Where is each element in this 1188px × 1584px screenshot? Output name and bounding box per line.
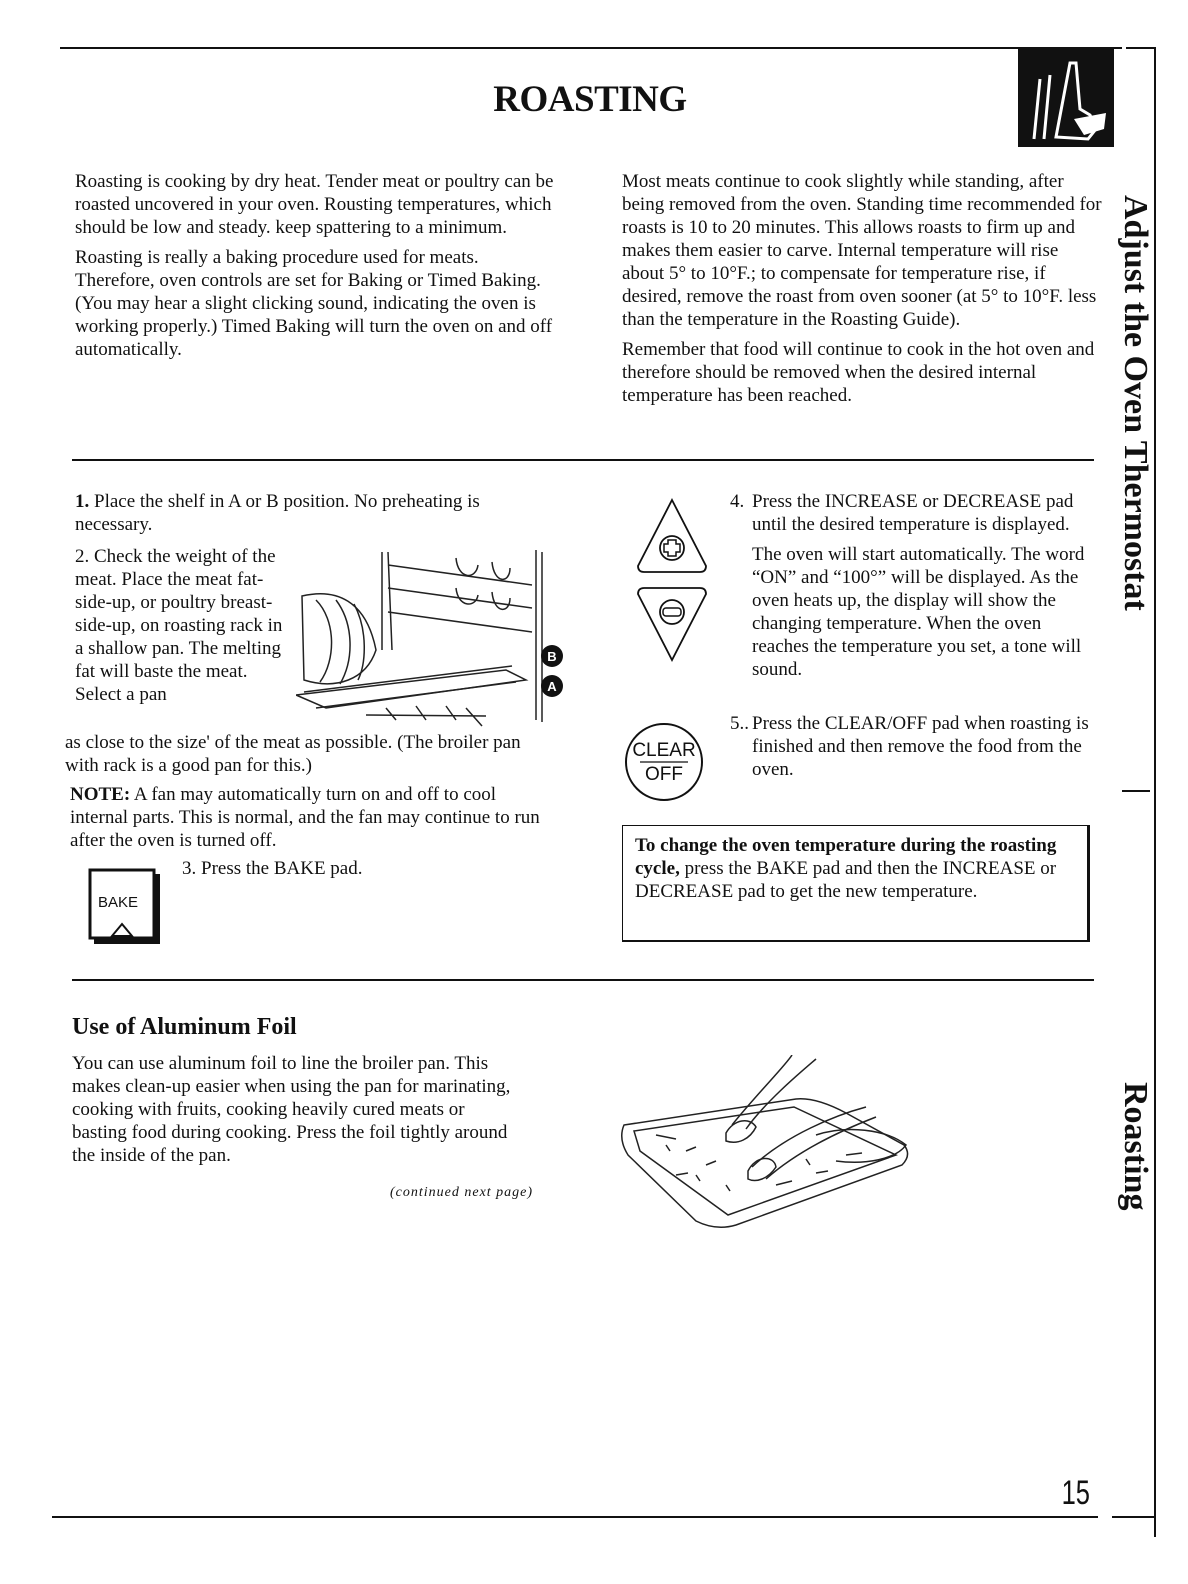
step-1-text: Place the shelf in A or B position. No preheating is necessary. <box>75 491 480 535</box>
shelf-b-label: B <box>547 649 557 664</box>
tip-text: press the BAKE pad and then the INCREASE or DECREASE pad to get the new temperature. <box>635 858 1057 902</box>
step-4-detail: The oven will start automatically. The word “ON” and “100°” will be displayed. As the oven heats up, the display will show the changing temperature. When the oven reaches the temperature you set, a tone will sound. <box>752 544 1085 680</box>
clear-label: CLEAR <box>632 740 696 761</box>
intro-left-column <box>75 170 555 368</box>
step-3-number: 3. <box>182 858 197 879</box>
step-4-number: 4. <box>730 491 745 512</box>
temperature-tip-box <box>622 825 1090 942</box>
side-tab-adjust-thermostat: Adjust the Oven Thermostat <box>1117 195 1154 611</box>
bottom-rule <box>52 1516 1098 1518</box>
oven-roasting-illustration <box>296 540 566 732</box>
step-1 <box>75 490 545 536</box>
intro-right-column <box>622 170 1102 414</box>
bottom-right-rule <box>1112 1516 1156 1518</box>
right-border-rule <box>1154 47 1156 1537</box>
hand-pointer-icon <box>1018 49 1114 147</box>
step-4 <box>730 490 1090 681</box>
intro-paragraph-2: Roasting is really a baking procedure used for meats. Therefore, oven controls are set for Baking or Timed Baking. (You may hear a slight clicking sound, indicating the oven is working properly.) Timed Baking will turn the oven on and off automatically. <box>75 247 553 360</box>
note-block <box>70 783 545 852</box>
top-rule <box>60 47 1122 49</box>
step-5 <box>730 712 1090 781</box>
decrease-pad-icon <box>634 584 710 664</box>
shelf-a-label: A <box>547 679 557 694</box>
tab-divider-top <box>1126 47 1154 49</box>
tip-bold-text: To change the oven temperature during the roasting cycle, <box>635 835 1057 879</box>
clear-off-pad-icon <box>622 720 706 804</box>
step-3 <box>182 857 482 880</box>
note-text: A fan may automatically turn on and off to cool internal parts. This is normal, and the fan may continue to run after the oven is turned off. <box>70 784 540 851</box>
continued-note: (continued next page) <box>390 1185 534 1200</box>
page-title: ROASTING <box>493 79 687 120</box>
page-number: 15 <box>1061 1474 1090 1512</box>
step-2-text-top <box>75 545 290 706</box>
step-3-text: Press the BAKE pad. <box>201 858 363 879</box>
bake-pad-label: BAKE <box>98 894 139 911</box>
intro-paragraph-1: Roasting is cooking by dry heat. Tender meat or poultry can be roasted uncovered in your oven. Rousting temperatures, which should be low and steady. keep spattering to a minimum. <box>75 171 554 238</box>
foil-heading: Use of Aluminum Foil <box>72 1014 297 1040</box>
section-rule-1 <box>72 459 1094 461</box>
reminder-paragraph: Remember that food will continue to cook in the hot oven and therefore should be removed when the desired internal temperature has been reached. <box>622 339 1095 406</box>
off-label: OFF <box>645 764 683 785</box>
step-2-number: 2. <box>75 546 90 567</box>
step-1-number: 1. <box>75 491 90 512</box>
step-2-text-b: as close to the size' of the meat as possible. (The broiler pan with rack is a good pan for this.) <box>65 732 521 776</box>
section-rule-2 <box>72 979 1094 981</box>
note-label: NOTE: <box>70 784 131 805</box>
step-2-text-bottom <box>65 731 545 777</box>
increase-pad-icon <box>634 496 710 576</box>
step-5-number: 5.. <box>730 713 749 734</box>
step-2-text-a: Check the weight of the meat. Place the meat fat-side-up, or poultry breast-side-up, on roasting rack in a shallow pan. The melting fat will baste the meat. Select a pan <box>75 546 283 705</box>
side-tab-roasting: Roasting <box>1117 1082 1154 1211</box>
foil-text: You can use aluminum foil to line the broiler pan. This makes clean-up easier when using the pan for marinating, cooking with fruits, cooking heavily cured meats or basting food during cooking. Press the foil tightly around the inside of the pan. <box>72 1053 511 1166</box>
bake-pad-icon <box>88 868 162 944</box>
step-5-text: Press the CLEAR/OFF pad when roasting is finished and then remove the food from the oven. <box>752 713 1089 780</box>
step-4-text: Press the INCREASE or DECREASE pad until the desired temperature is displayed. <box>752 491 1074 535</box>
standing-time-paragraph: Most meats continue to cook slightly while standing, after being removed from the oven. Standing time recommended for roasts is 10 to 20 minutes. This allows roasts to firm up and makes them easier to carve. Internal temperature will rise about 5° to 10°F.; to compensate for temperature rise, if desired, remove the roast from oven sooner (at 5° to 10°F. less than the temperature in the Roasting Guide). <box>622 171 1102 330</box>
foil-pan-illustration <box>616 1055 916 1245</box>
side-tab-divider <box>1122 790 1150 792</box>
